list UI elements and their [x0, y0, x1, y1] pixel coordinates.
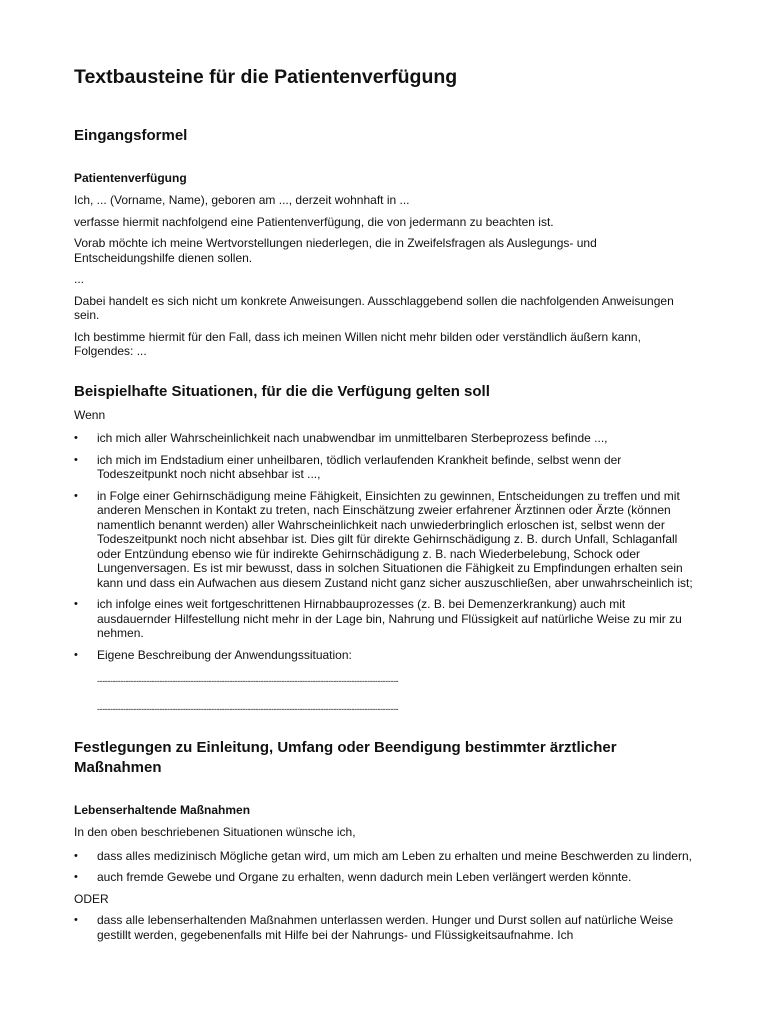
blank-line: --------------------------------------------------------------------------------------------------------------------: [97, 704, 399, 714]
list-item: • dass alle lebenserhaltenden Maßnahmen unterlassen werden. Hunger und Durst sollen auf natürliche Weise gestillt werden, gegebenenfalls mit Hilfe bei der Nahrungs- und Flüssigkeitsaufnahme. Ich: [74, 913, 674, 942]
bullet-icon: •: [74, 489, 78, 502]
wishes-list-a: [74, 849, 698, 885]
intro-paragraph: In den oben beschriebenen Situationen wünsche ich,: [74, 825, 356, 839]
wishes-list-b: [74, 913, 698, 942]
heading-eingangsformel: Eingangsformel: [74, 127, 188, 144]
paragraph: Dabei handelt es sich nicht um konkrete Anweisungen. Ausschlaggebend sollen die nachfolgenden Anweisungen sein.: [74, 293, 674, 322]
list-item: • ich mich aller Wahrscheinlichkeit nach unabwendbar im unmittelbaren Sterbeprozess befinde ...,: [74, 431, 608, 445]
bullet-icon: •: [74, 849, 78, 862]
paragraph: verfasse hiermit nachfolgend eine Patientenverfügung, die von jedermann zu beachten ist.: [74, 214, 554, 229]
intro-wenn: Wenn: [74, 407, 106, 422]
list-item: • ich infolge eines weit fortgeschrittenen Hirnabbauprozesses (z. B. bei Demenzerkrankung) auch mit ausdauernder Hilfestellung nicht mehr in der Lage bin, Nahrung und Flüssigkeit auf natürliche Weise zu mir zu nehmen.: [74, 597, 682, 640]
bullet-icon: •: [74, 453, 78, 466]
heading-festlegungen: Festlegungen zu Einleitung, Umfang oder Beendigung bestimmter ärztlicher Maßnahmen: [74, 739, 617, 776]
paragraph: Ich bestimme hiermit für den Fall, dass ich meinen Willen nicht mehr bilden oder verständlich äußern kann, Folgendes: ...: [74, 329, 641, 358]
oder-label: ODER: [74, 891, 109, 906]
list-item: • auch fremde Gewebe und Organe zu erhalten, wenn dadurch mein Leben verlängert werden könnte.: [74, 870, 632, 884]
blank-line: --------------------------------------------------------------------------------------------------------------------: [97, 676, 399, 686]
situations-list: [74, 431, 698, 662]
subheading-lebenserhaltende-massnahmen: Lebenserhaltende Maßnahmen: [74, 803, 251, 817]
subheading-patientenverfuegung: Patientenverfügung: [74, 171, 187, 185]
list-item: • dass alles medizinisch Mögliche getan wird, um mich am Leben zu erhalten und meine Beschwerden zu lindern,: [74, 848, 692, 863]
bullet-icon: •: [74, 648, 78, 661]
heading-beispielhafte-situationen: Beispielhafte Situationen, für die die Verfügung gelten soll: [74, 382, 490, 400]
bullet-icon: •: [74, 914, 78, 926]
list-item: • ich mich im Endstadium einer unheilbaren, tödlich verlaufenden Krankheit befinde, selbst wenn der Todeszeitpunkt noch nicht absehbar ist ...,: [74, 452, 622, 481]
bullet-icon: •: [74, 871, 78, 883]
document-page: [74, 62, 698, 949]
document-title: Textbausteine für die Patientenverfügung: [74, 66, 458, 88]
bullet-icon: •: [74, 598, 78, 610]
paragraph: Ich, ... (Vorname, Name), geboren am ..., derzeit wohnhaft in ...: [74, 193, 410, 207]
bullet-icon: •: [74, 432, 78, 444]
paragraph: Vorab möchte ich meine Wertvorstellungen niederlegen, die in Zweifelsfragen als Auslegungs- und Entscheidungshilfe dienen sollen.: [74, 236, 597, 265]
list-item: • in Folge einer Gehirnschädigung meine Fähigkeit, Einsichten zu gewinnen, Entscheidungen zu treffen und mit anderen Menschen in Kontakt zu treten, nach Einschätzung zweier erfahrener Ärztinnen oder Ärzte (können namentlich benannt werden) aller Wahrscheinlichkeit nach unwiederbringlich erloschen ist, selbst wenn der Todeszeitpunkt noch nicht absehbar ist. Dies gilt für direkte Gehirnschädigung z. B. durch Unfall, Schlaganfall oder Entzündung ebenso wie für indirekte Gehirnschädigung z. B. nach Wiederbelebung, Schock oder Lungenversagen. Es ist mir bewusst, dass in solchen Situationen die Fähigkeit zu Empfindungen erhalten sein kann und dass ein Aufwachen aus diesem Zustand nicht ganz sicher auszuschließen, aber unwahrscheinlich ist;: [74, 488, 693, 590]
list-item: • Eigene Beschreibung der Anwendungssituation:: [74, 647, 352, 662]
paragraph: ...: [74, 272, 85, 286]
